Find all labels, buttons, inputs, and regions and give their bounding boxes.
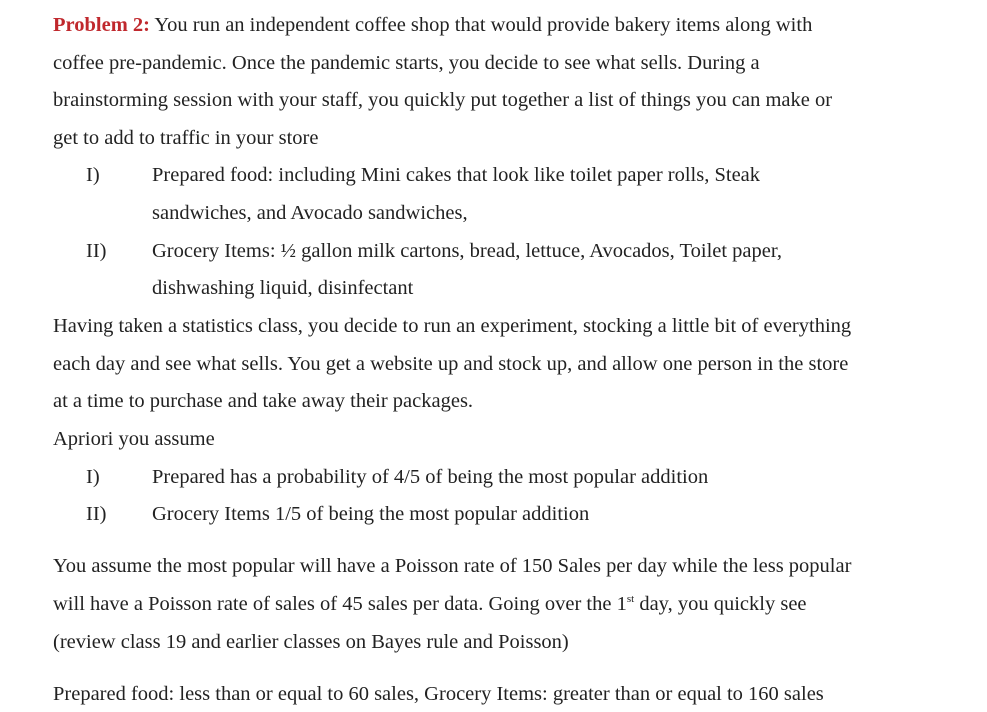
intro-line-3: brainstorming session with your staff, you quickly put together a list of things you can make or [53,89,833,111]
experiment-line-1: Having taken a statistics class, you decide to run an experiment, stocking a little bit of everything [53,315,852,337]
prior-item-prepared: Prepared has a probability of 4/5 of being the most popular addition [152,466,709,488]
list-item-prepared-line-2: sandwiches, and Avocado sandwiches, [152,202,468,224]
intro-text-1: You run an independent coffee shop that would provide bakery items along with [154,14,813,36]
poisson-line-1: You assume the most popular will have a Poisson rate of 150 Sales per day while the less popular [53,555,852,577]
observation-line: Prepared food: less than or equal to 60 sales, Grocery Items: greater than or equal to 160 sales [53,683,824,705]
prior-numeral-1: I) [86,466,100,488]
apriori-heading: Apriori you assume [53,428,215,450]
list-item-prepared-line-1: Prepared food: including Mini cakes that look like toilet paper rolls, Steak [152,164,761,186]
list-item-grocery-line-1: Grocery Items: ½ gallon milk cartons, bread, lettuce, Avocados, Toilet paper, [152,240,783,262]
experiment-line-3: at a time to purchase and take away their packages. [53,390,474,412]
list-item-grocery-line-2: dishwashing liquid, disinfectant [152,277,414,299]
prior-numeral-2: II) [86,503,107,525]
list-numeral-1: I) [86,164,100,186]
poisson-line-2 [53,591,807,617]
poisson-line-2-before: will have a Poisson rate of sales of 45 sales per data. Going over the 1 [53,593,627,615]
problem-title: Problem 2: [53,14,150,36]
poisson-line-2-superscript: st [626,593,635,605]
poisson-line-2-after: day, you quickly see [634,593,807,615]
intro-line-1 [53,12,812,38]
intro-line-2: coffee pre-pandemic. Once the pandemic starts, you decide to see what sells. During a [53,52,760,74]
experiment-line-2: each day and see what sells. You get a website up and stock up, and allow one person in the store [53,353,849,375]
intro-line-4: get to add to traffic in your store [53,127,319,149]
list-numeral-2: II) [86,240,107,262]
poisson-line-3: (review class 19 and earlier classes on Bayes rule and Poisson) [53,631,569,653]
prior-item-grocery: Grocery Items 1/5 of being the most popular addition [152,503,590,525]
